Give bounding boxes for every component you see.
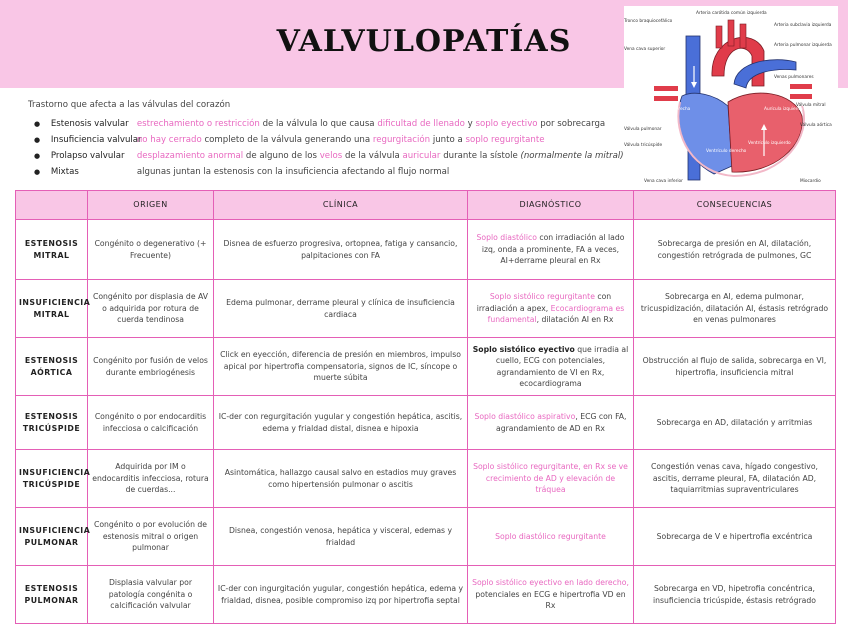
list-item: ● Estenosis valvular estrechamiento o restricción de la válvula lo que causa dificultad de llenado y soplo eyectivo por sobrecarga	[34, 116, 624, 132]
cell-diagnostico: Soplo sistólico regurgitante con irradiación a apex, Ecocardiograma es fundamental, dilatación AI en Rx	[468, 280, 634, 338]
label-left-ventricle: Ventrículo izquierdo	[748, 141, 791, 146]
list-item: ● Mixtas algunas juntan la estenosis con la insuficiencia afectando al flujo normal	[34, 164, 624, 180]
header-corner	[16, 191, 88, 220]
table-row	[16, 396, 836, 450]
cell-diagnostico: Soplo sistólico eyectivo que irradia al cuello, ECG con potenciales, agrandamiento de VI en Rx, ecocardiograma	[468, 338, 634, 396]
cell-diagnostico: Soplo diastólico regurgitante	[468, 508, 634, 566]
cell-consecuencias: Obstrucción al flujo de salida, sobrecarga en VI, hipertrofia, insuficiencia mitral	[634, 338, 836, 396]
cell-consecuencias: Sobrecarga de V e hipertrofia excéntrica	[634, 508, 836, 566]
list-item: ● Insuficiencia valvularno hay cerrado completo de la válvula generando una regurgitación junto a soplo regurgitante	[34, 132, 624, 148]
cell-consecuencias: Sobrecarga en AI, edema pulmonar, tricuspidización, dilatación AI, éstasis retrógrado en venas pulmonares	[634, 280, 836, 338]
table-row	[16, 450, 836, 508]
heart-diagram	[624, 6, 838, 184]
label-aorta: Aorta	[730, 55, 742, 60]
brachiocephalic-trunk	[716, 26, 722, 48]
label-myocardium: Miocardio	[800, 179, 821, 184]
row-name: INSUFICIENCIA MITRAL	[16, 280, 88, 338]
row-name: ESTENOSIS MITRAL	[16, 220, 88, 280]
label-mitral-valve: Válvula mitral	[796, 103, 826, 108]
label-pulmonary-artery: Arteria pulmonar izquierda	[774, 43, 832, 48]
cell-consecuencias: Sobrecarga en VD, hipetrofia concéntrica, insuficiencia tricúspide, éstasis retrógrado	[634, 566, 836, 624]
cell-consecuencias: Sobrecarga de presión en AI, dilatación, congestión retrógrada de pulmones, GC	[634, 220, 836, 280]
label-right-ventricle: Ventrículo derecho	[706, 149, 747, 154]
cell-origen: Adquirida por IM o endocarditis infecciosa, rotura de cuerdas...	[88, 450, 214, 508]
cell-diagnostico: Soplo diastólico con irradiación al lado izq, onda a prominente, FA a veces, AI+derrame pleural en Rx	[468, 220, 634, 280]
table-row	[16, 566, 836, 624]
label-pulmonary-valve: Válvula pulmonar	[624, 127, 662, 132]
intro-text: Trastorno que afecta a las válvulas del corazón	[28, 100, 231, 110]
label-tricuspid-valve: Válvula tricúspide	[624, 143, 663, 148]
cell-consecuencias: Sobrecarga en AD, dilatación y arritmias	[634, 396, 836, 450]
table-row	[16, 508, 836, 566]
cell-origen: Congénito o degenerativo (+ Frecuente)	[88, 220, 214, 280]
cell-origen: Displasia valvular por patología congénita o calcificación valvular	[88, 566, 214, 624]
label-svc: Vena cava superior	[624, 47, 666, 52]
table-row	[16, 220, 836, 280]
label-trunk: Tronco braquiocefálico	[624, 19, 673, 24]
label-carotid: Arteria carótida común izquierda	[696, 11, 767, 16]
table-row	[16, 280, 836, 338]
list-item: ● Prolapso valvular desplazamiento anormal de alguno de los velos de la válvula auricular durante la sístole (normalmente la mitral)	[34, 148, 624, 164]
cell-origen: Congénito por displasia de AV o adquirida por rotura de cuerda tendinosa	[88, 280, 214, 338]
cell-clinica: IC-der con ingurgitación yugular, congestión hepática, edema y frialdad, disnea, posible compromiso izq por hipertrofia septal	[214, 566, 468, 624]
header-diagnostico: DIAGNÓSTICO	[468, 191, 634, 220]
header-origen: ORIGEN	[88, 191, 214, 220]
header-consecuencias: CONSECUENCIAS	[634, 191, 836, 220]
cell-clinica: Asintomática, hallazgo causal salvo en estadios muy graves como hipertensión pulmonar o ascitis	[214, 450, 468, 508]
label-ivc: Vena cava inferior	[644, 179, 683, 184]
row-name: ESTENOSIS PULMONAR	[16, 566, 88, 624]
cell-diagnostico: Soplo sistólico eyectivo en lado derecho, potenciales en ECG e hipertrofia VD en Rx	[468, 566, 634, 624]
row-name: ESTENOSIS AÓRTICA	[16, 338, 88, 396]
label-right-atrium: Aurícula derecha	[654, 107, 691, 112]
subclavian-artery	[740, 24, 746, 48]
cell-origen: Congénito o por evolución de estenosis mitral o origen pulmonar	[88, 508, 214, 566]
cell-clinica: Edema pulmonar, derrame pleural y clínica de insuficiencia cardiaca	[214, 280, 468, 338]
cell-clinica: Click en eyección, diferencia de presión en miembros, impulso apical por hipertrofia compensatoria, signos de IC, síncope o muerte súbita	[214, 338, 468, 396]
table-row	[16, 338, 836, 396]
cell-clinica: Disnea de esfuerzo progresiva, ortopnea, fatiga y cansancio, palpitaciones con FA	[214, 220, 468, 280]
cell-origen: Congénito o por endocarditis infecciosa o calcificación	[88, 396, 214, 450]
header-clinica: CLÍNICA	[214, 191, 468, 220]
pulmonary-veins	[790, 84, 812, 89]
table-header-row	[16, 191, 836, 220]
label-pulmonary-veins: Venas pulmonares	[774, 75, 814, 80]
page-title: VALVULOPATÍAS	[276, 24, 572, 59]
carotid-artery	[728, 20, 734, 46]
cell-consecuencias: Congestión venas cava, hígado congestivo, ascitis, derrame pleural, FA, dilatación AD, taquiarritmias supraventriculares	[634, 450, 836, 508]
row-name: INSUFICIENCIA PULMONAR	[16, 508, 88, 566]
label-left-atrium: Aurícula izquierda	[764, 107, 803, 112]
cell-origen: Congénito por fusión de velos durante embriogénesis	[88, 338, 214, 396]
valvulopathy-table	[15, 190, 836, 624]
cell-diagnostico: Soplo sistólico regurgitante, en Rx se ve crecimiento de AD y elevación de tráquea	[468, 450, 634, 508]
label-subclavian: Arteria subclavia izquierda	[774, 23, 832, 28]
cell-clinica: IC-der con regurgitación yugular y congestión hepática, ascitis, edema y frialdad distal, disnea e hipoxia	[214, 396, 468, 450]
row-name: INSUFICIENCIA TRICÚSPIDE	[16, 450, 88, 508]
type-list	[34, 116, 624, 180]
label-aortic-valve: Válvula aórtica	[800, 123, 832, 128]
cell-clinica: Disnea, congestión venosa, hepática y visceral, edemas y frialdad	[214, 508, 468, 566]
cell-diagnostico: Soplo diastólico aspirativo, ECG con FA, agrandamiento de AD en Rx	[468, 396, 634, 450]
row-name: ESTENOSIS TRICÚSPIDE	[16, 396, 88, 450]
